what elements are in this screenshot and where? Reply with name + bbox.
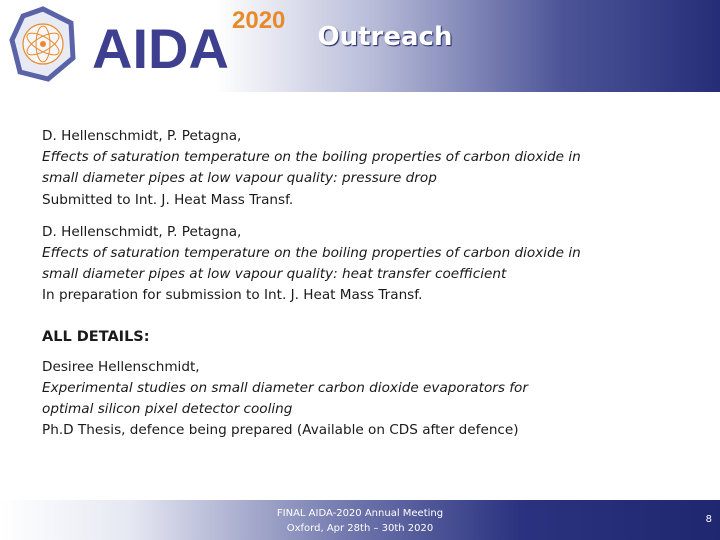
entry-title-line: small diameter pipes at low vapour quality: pressure drop [42, 170, 437, 187]
entry-authors: D. Hellenschmidt, P. Petagna, [42, 128, 242, 144]
page-title: Outreach [317, 22, 453, 52]
entry-title-line: Effects of saturation temperature on the boiling properties of carbon dioxide in [42, 245, 581, 262]
entry-authors: D. Hellenschmidt, P. Petagna, [42, 223, 242, 240]
entry-title-line: small diameter pipes at low vapour quality: heat transfer coefficient [42, 266, 507, 283]
footer-banner [0, 500, 720, 540]
aida-emblem-icon [8, 6, 78, 82]
thesis-title-line: optimal silicon pixel detector cooling [42, 401, 293, 418]
entry-status: In preparation for submission to Int. J. Heat Mass Transf. [42, 287, 423, 304]
thesis-author: Desiree Hellenschmidt, [42, 358, 200, 375]
thesis-status: Ph.D Thesis, defence being prepared (Available on CDS after defence) [42, 422, 519, 439]
footer-line-1: FINAL AIDA-2020 Annual Meeting [276, 508, 444, 519]
publication-entry [42, 126, 682, 211]
thesis-title-line: Experimental studies on small diameter carbon dioxide evaporators for [42, 380, 528, 397]
footer-line-2: Oxford, Apr 28th – 30th 2020 [286, 523, 434, 534]
logo-year: 2020 [232, 7, 286, 34]
footer-meeting-info [260, 506, 460, 536]
details-heading: ALL DETAILS: [42, 328, 150, 345]
page-number: 8 [705, 514, 712, 525]
slide-content [42, 126, 682, 453]
header-banner [0, 0, 720, 92]
aida-logo-wordmark [90, 6, 310, 76]
thesis-entry [42, 357, 682, 442]
entry-status: Submitted to Int. J. Heat Mass Transf. [42, 191, 294, 208]
entry-title-line: Effects of saturation temperature on the boiling properties of carbon dioxide in [42, 149, 581, 166]
publication-entry [42, 222, 682, 307]
logo-text: AIDA [92, 17, 229, 76]
